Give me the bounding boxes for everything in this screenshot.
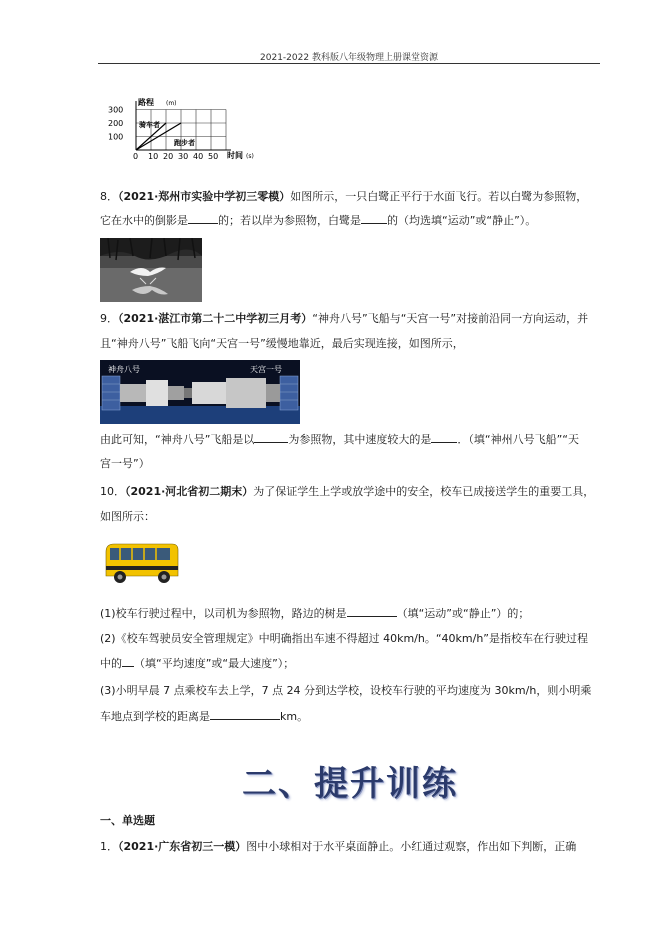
y-tick-label: 100 (108, 132, 124, 142)
q10-sub2-text-c: （填“平均速度”或“最大速度”）； (134, 657, 295, 670)
q9-text-6: 宫一号”） (100, 457, 150, 470)
section-subtitle: 一、单选题 (100, 814, 155, 827)
q10-answer-blank-3[interactable] (210, 707, 280, 720)
header-divider (98, 63, 600, 64)
q1-line1 (100, 836, 600, 858)
x-tick-label: 0 (133, 152, 139, 161)
q9-text-2: 且“神舟八号”飞船飞向“天宫一号”缓慢地靠近，最后实现连接，如图所示， (100, 337, 464, 350)
q8-answer-blank-1[interactable] (188, 211, 218, 224)
series-label-cyclist: 骑车者 (139, 121, 160, 129)
x-axis-unit: (s) (246, 153, 254, 160)
q9-source: （2021·湛江市第二十二中学初三月考） (118, 312, 313, 325)
q8-text-4: 的（均选填“运动”或“静止”）。 (387, 214, 537, 227)
q8-text-2: 它在水中的倒影是 (100, 214, 188, 227)
q10-line2 (100, 506, 600, 528)
q8-answer-blank-2[interactable] (361, 211, 387, 224)
q10-sub3-line1 (100, 680, 600, 702)
q10-sub3-text-c: km。 (280, 710, 309, 723)
q10-sub3-text-a: (3)小明早晨 7 点乘校车去上学，7 点 24 分到达学校，设校车行驶的平均速度为 30km/h，则小明乘 (100, 684, 592, 697)
q8-source: （2021·郑州市实验中学初三零模） (118, 190, 291, 203)
q10-answer-blank-2[interactable] (122, 654, 134, 667)
q10-sub1 (100, 603, 600, 625)
q10-sub2-text-b: 中的 (100, 657, 122, 670)
q1-source: （2021·广东省初三一模） (118, 840, 247, 853)
q1-number: 1． (100, 840, 118, 853)
series-label-runner: 跑步者 (174, 139, 195, 147)
x-axis-label: 时间 (227, 151, 243, 160)
q10-sub1-text-b: （填“运动”或“静止”）的； (396, 607, 530, 620)
q9-line3 (100, 429, 600, 451)
spacecraft-docking-photo (100, 360, 300, 424)
q9-answer-blank-1[interactable] (254, 430, 288, 443)
q9-answer-blank-2[interactable] (431, 430, 457, 443)
q9-line2 (100, 333, 600, 355)
q10-sub2-line1 (100, 628, 600, 650)
y-tick-label: 300 (108, 105, 124, 115)
y-tick-label: 200 (108, 119, 124, 128)
q9-line1 (100, 308, 600, 330)
y-axis-label: 路程 (138, 98, 154, 107)
q8-number: 8． (100, 190, 118, 203)
page-header: 2021-2022 教科版八年级物理上册课堂资源 (260, 53, 438, 63)
section-title: 二、提升训练 (242, 764, 458, 804)
q9-text-3: 由此可知，“神舟八号”飞船是以 (100, 433, 255, 446)
q8-line2 (100, 210, 600, 232)
q10-sub2-text-a: (2)《校车驾驶员安全管理规定》中明确指出车速不得超过 40km/h。“40km/h”是指校车在行驶过程 (100, 632, 588, 645)
q10-sub3-line2 (100, 706, 600, 728)
q10-source: （2021·河北省初二期末） (125, 485, 254, 498)
q1-text-1: 图中小球相对于水平桌面静止。小红通过观察，作出如下判断，正确 (246, 840, 577, 853)
q10-sub1-text-a: (1)校车行驶过程中，以司机为参照物，路边的树是 (100, 607, 347, 620)
q10-sub3-text-b: 车地点到学校的距离是 (100, 710, 210, 723)
q8-text-1: 如图所示，一只白鹭正平行于水面飞行。若以白鹭为参照物， (290, 190, 588, 203)
q9-line4 (100, 453, 600, 475)
egret-photo (100, 238, 202, 302)
y-axis-unit: (m) (166, 100, 177, 107)
q10-sub2-line2 (100, 653, 600, 675)
q9-text-5: ．（填“神州八号飞船”“天 (457, 433, 580, 446)
q9-text-1: “神舟八号”飞船与“天宫一号”对接前沿同一方向运动，并 (312, 312, 589, 325)
x-tick-label: 20 (163, 152, 174, 161)
x-tick-label: 40 (193, 152, 204, 161)
label-shenzhou-8: 神舟八号 (108, 365, 140, 374)
q10-text-2: 如图所示： (100, 510, 155, 523)
q9-text-4: 为参照物，其中速度较大的是 (288, 433, 432, 446)
q9-number: 9． (100, 312, 118, 325)
label-tiangong-1: 天宫一号 (250, 365, 282, 374)
q8-text-3: 的；若以岸为参照物，白鹭是 (218, 214, 361, 227)
school-bus-image (102, 538, 180, 588)
distance-time-graph (106, 95, 266, 167)
q8-line1 (100, 186, 600, 208)
q10-text-1: 为了保证学生上学或放学途中的安全，校车已成接送学生的重要工具， (253, 485, 595, 498)
x-tick-label: 30 (178, 152, 189, 161)
q10-number: 10． (100, 485, 125, 498)
q10-answer-blank-1[interactable] (347, 604, 397, 617)
q10-line1 (100, 481, 600, 503)
x-tick-label: 50 (208, 152, 219, 161)
x-tick-label: 10 (148, 152, 159, 161)
